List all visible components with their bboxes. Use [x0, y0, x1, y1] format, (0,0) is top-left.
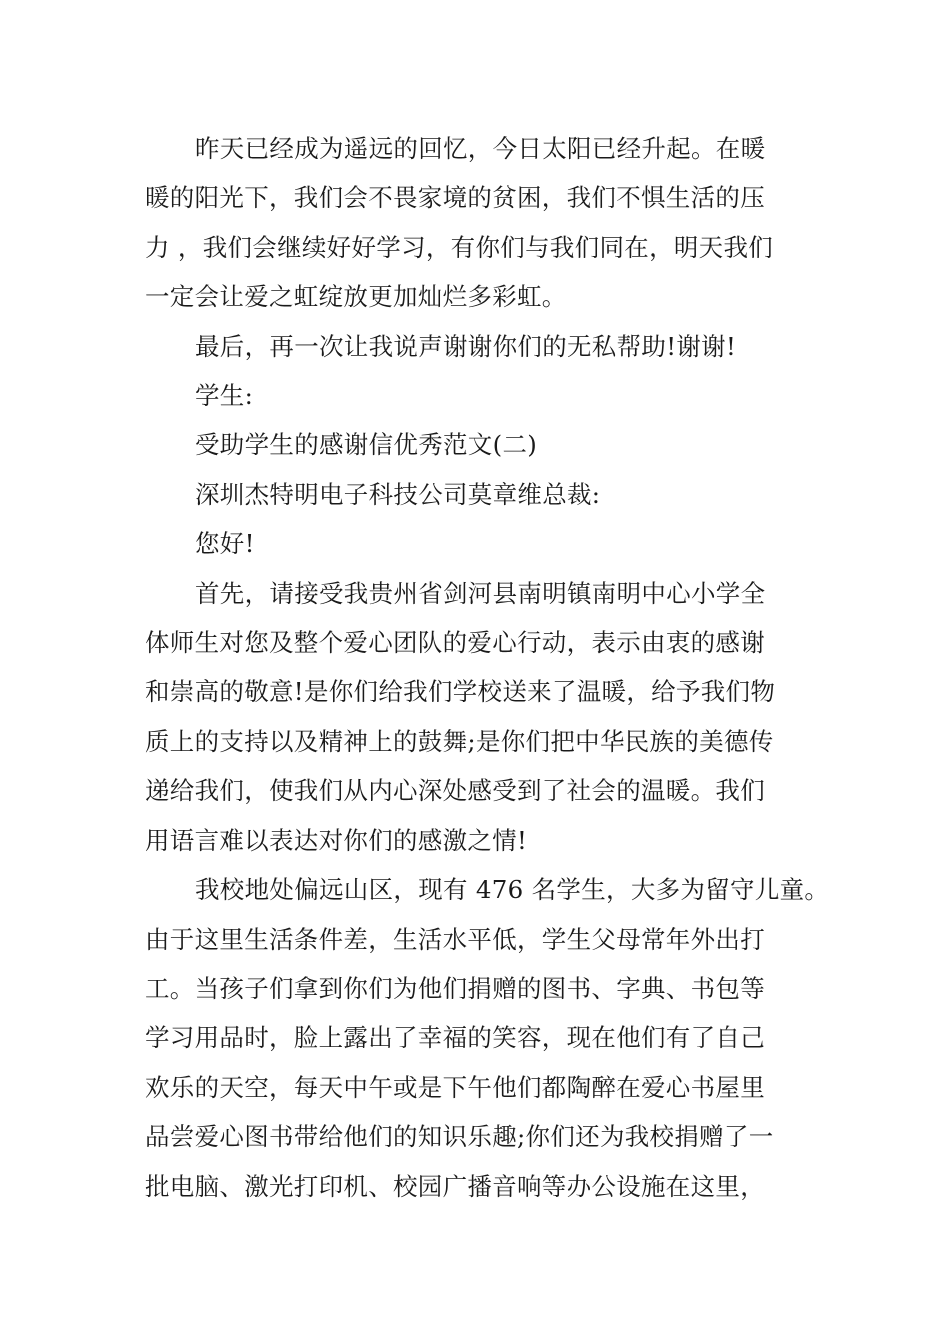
text-line: 和崇高的敬意!是你们给我们学校送来了温暖，给予我们物: [145, 677, 776, 707]
text-line: 受助学生的感谢信优秀范文(二): [195, 430, 538, 460]
text-line: 递给我们，使我们从内心深处感受到了社会的温暖。我们: [145, 776, 765, 806]
paragraph-closing-hope: [145, 124, 825, 322]
text-line: 批电脑、激光打印机、校园广播音响等办公设施在这里，: [145, 1171, 765, 1201]
text-line: 深圳杰特明电子科技公司莫章维总裁:: [195, 479, 601, 509]
section-title: [145, 420, 825, 469]
text-line: 品尝爱心图书带给他们的知识乐趣;你们还为我校捐赠了一: [145, 1122, 774, 1152]
text-line: 暖的阳光下，我们会不畏家境的贫困，我们不惧生活的压: [145, 183, 765, 213]
signature-student: [145, 371, 825, 420]
paragraph-school-situation: [145, 865, 830, 1211]
text-line: 工。当孩子们拿到你们为他们捐赠的图书、字典、书包等: [145, 973, 765, 1003]
text-line: 最后，再一次让我说声谢谢你们的无私帮助!谢谢!: [195, 331, 737, 361]
paragraph-final-thanks: [145, 322, 825, 371]
text-line: 用语言难以表达对你们的感激之情!: [145, 825, 528, 855]
text-line: 昨天已经成为遥远的回忆，今日太阳已经升起。在暖: [195, 134, 766, 163]
text-line: 我校地处偏远山区，现有 476 名学生，大多为留守儿童。: [195, 875, 830, 905]
text-line: 学习用品时，脸上露出了幸福的笑容，现在他们有了自己: [145, 1023, 765, 1053]
text-line: 您好!: [195, 529, 255, 559]
text-line: 由于这里生活条件差，生活水平低，学生父母常年外出打: [145, 924, 765, 954]
paragraph-gratitude: [145, 569, 825, 865]
text-line: 首先，请接受我贵州省剑河县南明镇南明中心小学全: [195, 578, 766, 608]
letter-greeting: [145, 519, 825, 568]
text-line: 学生:: [195, 381, 254, 411]
text-line: 一定会让爱之虹绽放更加灿烂多彩虹。: [145, 282, 567, 312]
letter-salutation: [145, 470, 825, 519]
document-body: [145, 124, 830, 1211]
text-line: 体师生对您及整个爱心团队的爱心行动，表示由衷的感谢: [145, 628, 765, 658]
text-line: 质上的支持以及精神上的鼓舞;是你们把中华民族的美德传: [145, 726, 774, 756]
text-line: 欢乐的天空，每天中午或是下午他们都陶醉在爱心书屋里: [145, 1072, 765, 1102]
text-line: 力 ，我们会继续好好学习，有你们与我们同在，明天我们: [145, 232, 774, 262]
